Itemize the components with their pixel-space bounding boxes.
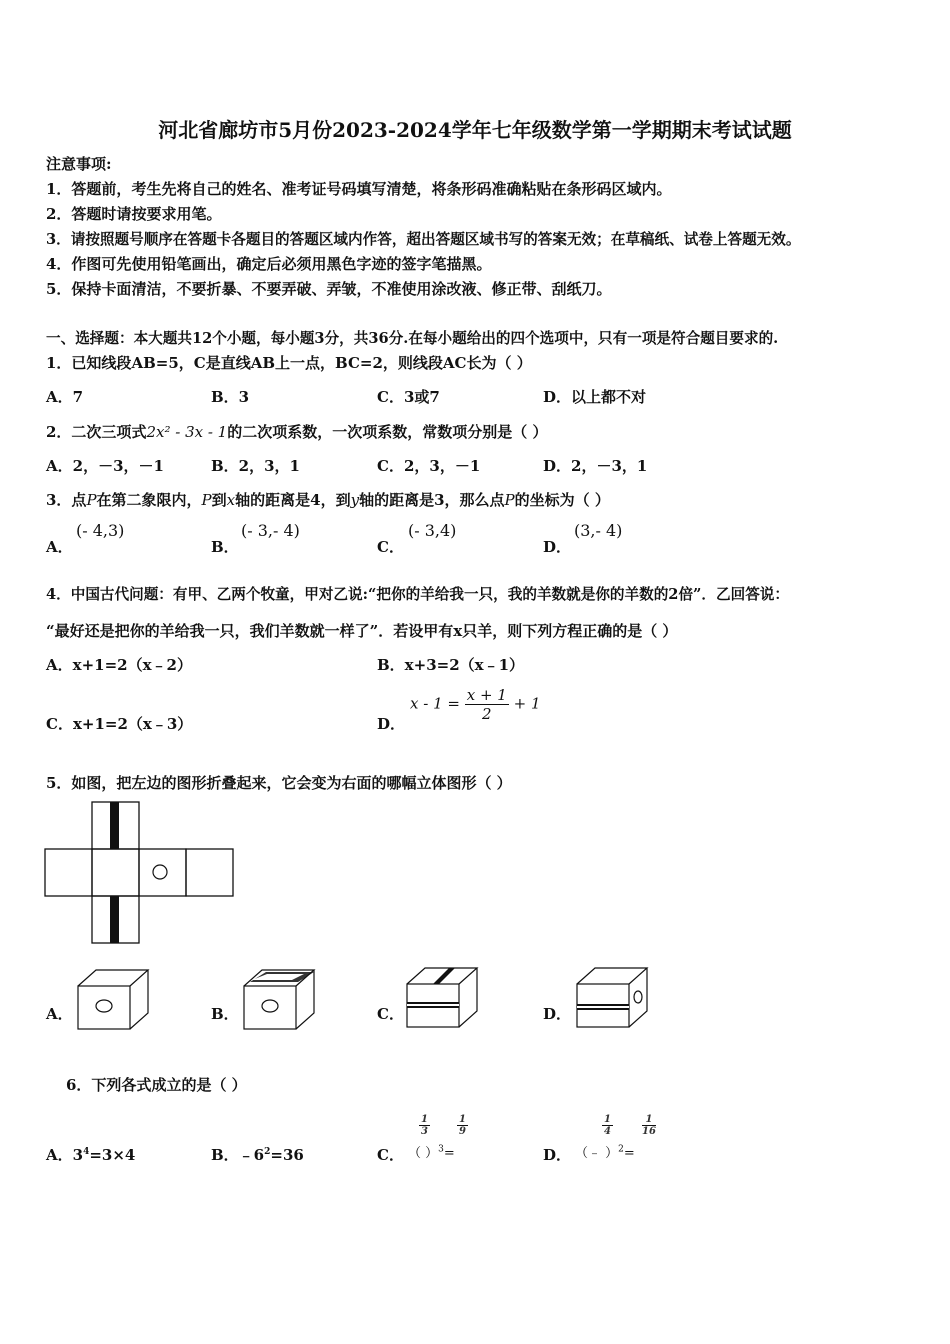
q4-option-a[interactable]: A．x+1=2（x﹣2） <box>46 656 192 674</box>
q3-text-f: 的坐标为（ ） <box>514 491 610 509</box>
q3-option-b-label[interactable]: B． <box>211 538 239 556</box>
q6-d-exponent: 2 <box>618 1144 624 1155</box>
q3-x-var: x <box>226 491 236 509</box>
q4-d-right: + 1 <box>513 694 541 713</box>
net-bottom-stripe <box>110 896 119 943</box>
net-face-circle <box>139 849 186 896</box>
q3-text-d: 轴的距离是4，到 <box>235 491 351 509</box>
cube-net-figure <box>44 801 236 945</box>
q6-option-c-label[interactable]: C． <box>377 1146 404 1164</box>
net-face-center <box>92 849 139 896</box>
notice-item-4: 4．作图可先使用铅笔画出，确定后必须用黑色字迹的签字笔描黑。 <box>46 255 492 273</box>
q3-point-p: P <box>201 491 212 509</box>
q3-point-p: P <box>86 491 97 509</box>
q4-d-denominator: 2 <box>482 705 492 723</box>
q1-option-a[interactable]: A．7 <box>46 388 84 406</box>
q2-stem-pre: 2．二次三项式 <box>46 423 147 441</box>
q6-c-fraction-2 <box>457 1114 468 1137</box>
net-circle-mark <box>153 865 167 879</box>
q6-a-rest: =3×4 <box>89 1146 136 1164</box>
notice-item-1: 1．答题前，考生先将自己的姓名、准考证号码填写清楚，将条形码准确粘贴在条形码区域内。 <box>46 180 672 198</box>
q3-text-a: 3．点 <box>46 491 87 509</box>
q4-option-d-label[interactable]: D． <box>377 715 406 733</box>
q5-stem: 5．如图，把左边的图形折叠起来，它会变为右面的哪幅立体图形（ ） <box>46 774 512 792</box>
q6-d-paren: （﹣ ） <box>575 1146 619 1161</box>
q3-y-var: y <box>350 491 360 509</box>
notice-item-3: 3．请按照题号顺序在答题卡各题目的答题区域内作答，超出答题区域书写的答案无效；在草稿纸、试卷上答题无效。 <box>46 231 801 248</box>
q6-option-b[interactable] <box>211 1144 304 1165</box>
q6-option-c-body <box>408 1142 455 1161</box>
q5-option-c-label[interactable]: C． <box>377 1005 404 1023</box>
notice-item-5: 5．保持卡面清洁，不要折暴、不要弄破、弄皱，不准使用涂改液、修正带、刮纸刀。 <box>46 280 612 298</box>
q3-option-c-value: (- 3,4) <box>408 521 457 540</box>
q5-option-d-cube[interactable] <box>575 966 651 1030</box>
q6-c-equals: = <box>443 1146 455 1161</box>
q5-option-c-cube[interactable] <box>405 966 479 1030</box>
q2-expression: 2x² - 3x - 1 <box>146 423 228 441</box>
notice-heading: 注意事项: <box>46 155 112 173</box>
q2-stem <box>46 421 547 442</box>
q6-d-equals: = <box>623 1146 635 1161</box>
q6-c-fraction-1 <box>419 1114 430 1137</box>
q6-b-rest: =36 <box>270 1146 304 1164</box>
q6-d-fraction-2 <box>642 1114 656 1137</box>
q3-option-a-label[interactable]: A． <box>46 538 73 556</box>
q6-d-f1-den: 4 <box>604 1126 611 1137</box>
q2-stem-post: 的二次项系数，一次项系数，常数项分别是（ ） <box>227 423 548 441</box>
q2-option-c[interactable]: C．2，3，－1 <box>377 457 481 475</box>
q3-text-c: 到 <box>211 491 227 509</box>
q4-option-d-equation <box>410 686 541 723</box>
q5-option-b-cube[interactable] <box>242 968 316 1032</box>
q6-c-f2-num: 1 <box>459 1114 466 1125</box>
q6-option-d-body <box>575 1142 635 1161</box>
q4-option-b[interactable]: B．x+3=2（x﹣1） <box>377 656 525 674</box>
q6-b-base: B．﹣6 <box>211 1146 265 1164</box>
q6-c-f1-num: 1 <box>421 1114 428 1125</box>
q4-stem-line1: 4．中国古代问题：有甲、乙两个牧童，甲对乙说:“把你的羊给我一只，我的羊数就是你的羊数的2倍”．乙回答说： <box>46 586 789 603</box>
q5-option-d-label[interactable]: D． <box>543 1005 572 1023</box>
notice-item-2: 2．答题时请按要求用笔。 <box>46 205 222 223</box>
q2-option-d[interactable]: D．2，－3，1 <box>543 457 648 475</box>
q1-option-c[interactable]: C．3或7 <box>377 388 440 406</box>
q4-option-c[interactable]: C．x+1=2（x﹣3） <box>46 715 193 733</box>
q6-option-a[interactable] <box>46 1144 135 1165</box>
q6-d-f2-den: 16 <box>642 1126 656 1137</box>
q3-point-p: P <box>504 491 515 509</box>
q1-option-d[interactable]: D．以上都不对 <box>543 388 647 406</box>
q5-option-a-label[interactable]: A． <box>46 1005 73 1023</box>
q3-option-c-label[interactable]: C． <box>377 538 404 556</box>
q3-text-e: 轴的距离是3，那么点 <box>359 491 505 509</box>
q6-c-exponent: 3 <box>438 1144 444 1155</box>
q6-d-f1-num: 1 <box>604 1114 611 1125</box>
net-face-right <box>186 849 233 896</box>
q6-c-paren: （ ） <box>408 1146 439 1161</box>
q6-b-exponent: 2 <box>264 1147 271 1157</box>
q3-option-b-value: (- 3,- 4) <box>241 521 300 540</box>
q3-option-a-value: (- 4,3) <box>76 521 125 540</box>
q5-option-b-label[interactable]: B． <box>211 1005 239 1023</box>
q5-option-a-cube[interactable] <box>76 968 150 1032</box>
q6-c-f2-den: 9 <box>459 1126 466 1137</box>
q6-a-base: A．3 <box>46 1146 84 1164</box>
q3-option-d-label[interactable]: D． <box>543 538 572 556</box>
q3-stem <box>46 489 610 510</box>
net-face-left <box>45 849 92 896</box>
q2-option-b[interactable]: B．2，3，1 <box>211 457 300 475</box>
q6-option-d-label[interactable]: D． <box>543 1146 572 1164</box>
page-title: 河北省廊坊市5月份2023-2024学年七年级数学第一学期期末考试试题 <box>158 118 792 142</box>
q6-stem: 6．下列各式成立的是（ ） <box>66 1076 247 1094</box>
q3-text-b: 在第二象限内， <box>96 491 202 509</box>
q1-stem: 1．已知线段AB=5，C是直线AB上一点，BC=2，则线段AC长为（ ） <box>46 354 532 372</box>
q2-option-a[interactable]: A．2，－3，－1 <box>46 457 164 475</box>
q4-d-fraction <box>465 686 509 723</box>
section-heading: 一、选择题：本大题共12个小题，每小题3分，共36分.在每小题给出的四个选项中，只有一项是符合题目要求的. <box>46 330 779 347</box>
q4-d-numerator: x + 1 <box>466 686 507 704</box>
q4-stem-line2: “最好还是把你的羊给我一只，我们羊数就一样了”．若设甲有x只羊，则下列方程正确的是（ ） <box>46 622 678 640</box>
q4-d-left: x - 1 = <box>410 694 460 713</box>
net-top-stripe <box>110 802 119 849</box>
q6-d-f2-num: 1 <box>642 1114 656 1126</box>
q6-a-exponent: 4 <box>83 1147 90 1157</box>
q6-d-fraction-1 <box>602 1114 613 1137</box>
q1-option-b[interactable]: B．3 <box>211 388 250 406</box>
q3-option-d-value: (3,- 4) <box>574 521 623 540</box>
q6-c-f1-den: 3 <box>421 1126 428 1137</box>
